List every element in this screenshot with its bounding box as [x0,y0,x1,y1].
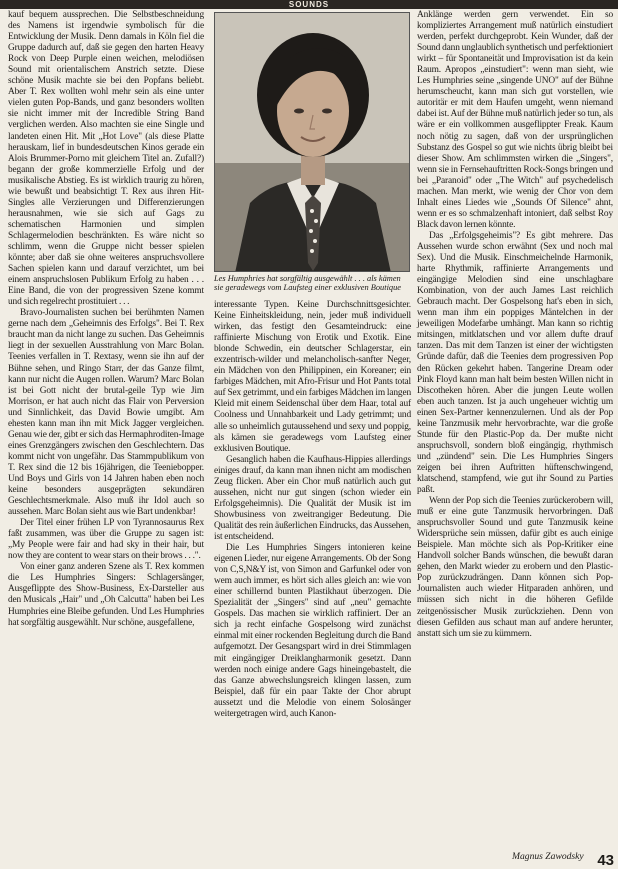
article-paragraph: Bravo-Journalisten suchen bei berühmten Namen gerne nach dem „Geheimnis des Erfolgs". Bei T. Rex braucht man da nicht lange zu suchen. Das Geheimnis liegt in der sexuellen Ausstrahlung von Marc Bolan. Teenies verfallen in T. Rextasy, wenn sie ihn auf der Bühne sehen, und Ringo Starr, der das Ganze filmt, kann nur nicht die Augen rollen. Warum? Marc Bolan ist bei Gott nicht der brutal-geile Typ wie Jim Morrison, er hat auch nicht das Flair von Perversion und Sinnlichkeit, das David Bowie umgibt. Am ehesten kann man ihn mit Mick Jagger vergleichen. Genau wie der, gibt er sich das Hermaphroditen-Image eines Grenzgängers zwischen den Geschlechtern. Das kommt nicht von ungefähr. Das Stammpublikum von T. Rex sind die 12 bis 16jährigen, die Teeniebopper. Und Boys und Girls von 14 Jahren haben eben noch keine besonders ausgeprägten sekundären Geschlechtsmerkmale. Also muß ihr Idol auch so aussehen. Marc Bolan sieht aus wie Bart undenkbar! [8,308,204,518]
article-paragraph: kauf bequem aussprechen. Die Selbstbeschneidung des Namens ist irgendwie symbolisch für die Entwicklung der Musik. Denn damals in Köln fiel die Gruppe dadurch auf, daß sie gegen den harten Heavy Rock von Deep Purple einen weichen, melodiösen Sound mit orientalischem Anstrich setzte. Diese schöne Musik machte sie bei den Popfans beliebt. Aber T. Rex wollten wohl mehr sein als eine unter vielen guten Pop-Bands, und ganz besonders wollten sie nicht immer mit der Incredible String Band verglichen werden. Also machten sie eine Single und landeten einen Hit. Mit „Hot Love" (als diese Platte herauskam, lief in bundesdeutschen Kinos gerade ein Alois Brummer-Porno mit gleichem Titel an. Zufall?) begann der große kommerzielle Erfolg und der musikalische Abstieg. Es ist wirklich traurig zu hören, wie bewußt und beabsichtigt T. Rex aus ihren Hit-Singles alle Verzierungen und Differenzierungen herausnahmen, wie sie sich auf Gags zu schematischen Harmonien und simplen Schlagermelodien beschränkten. Es wäre nicht so schlimm, wenn die Gruppe nicht besser spielen könnte; aber daß sie ohne weiteres anspruchsvollere Sachen spielen kann und darauf verzichtet, um bei einem anspruchslosen Publikum Erfolg zu haben . . . Eine Band, die von der progressiven Szene kommt und sich regelrecht prostituiert . . . [8,10,204,308]
article-paragraph: Anklänge werden gern verwendet. Ein so kompliziertes Arrangement muß natürlich einstudiert werden, perfekt durchgeprobt. Kein Wunder, daß der Sound dann unglaublich synthetisch und perfektioniert wirkt – für Spontaneität und Improvisation ist da kein Raum. Apropos „einstudiert": wenn man sieht, wie Les Humphries seine „singende UNO" auf der Bühne herumscheucht, kann man sich gut vorstellen, wie autoritär er mit dem Haufen umgeht, wenn niemand dabei ist. Auf der Bühne muß natürlich jeder so tun, als wäre er ein vollkommen ausgeflippter Freak. Kaum noch nötig zu sagen, daß von der ursprünglichen Substanz des Gospel so gut wie nichts übrig bleibt bei dieser Show. Am schlimmsten wirken die „Singers", wenn sie in Fernsehauftritten Rock-Songs bringen und bei „Paranoid" oder „The Witch" auf psychedelisch machen. Man merkt, wie wenig der Chor von dem Inhalt eines Liedes wie „Sounds Of Silence" ahnt, wenn er es so schmalzenhaft intoniert, daß selbst Roy Black davon lernen könnte. [417,10,613,230]
band-member-photo [214,12,410,272]
article-paragraph: interessante Typen. Keine Durchschnittsgesichter. Keine Einheitskleidung, nein, jeder muß individuell wirken, das festigt den Gesamteindruck: eine raffinierte Mischung von Erotik und Exotik. Eine blonde Schwedin, ein deutscher Schlagerstar, ein exzentrisch-wilder und melancholisch-sanfter Neger, ein Mädchen von den Philippinen, ein Koreaner; ein farbiges Mädchen, mit Afro-Frisur und Hot Pants total auf Sex getrimmt, und ein farbiges Mädchen im langen Kleid mit einem Seidenschal über dem Haar, total auf Coolness und Unnahbarkeit und Lady getrimmt; und alle so unheimlich gutaussehend und sexy und poppig, als kämen sie geradewegs vom Laufsteg einer exklusiven Boutique. [214,300,411,454]
article-paragraph: Gesanglich haben die Kaufhaus-Hippies allerdings einiges drauf, da kann man ihnen nicht am modischen Zeug flicken. Aber ein Chor muß natürlich auch gut aussehen, nicht nur gut singen (schon wieder ein Erfolgsgeheimnis). Die Qualität der Musik ist im Showbusiness von zweitrangiger Bedeutung. Die Qualität des rein äußerlichen Eindrucks, das Aussehen, ist entscheidend. [214,454,411,542]
article-paragraph: Das „Erfolgsgeheimis"? Es gibt mehrere. Das Aussehen wurde schon erwähnt (Sex und noch mal Sex). Und die Musik. Einschmeichelnde Harmonik, harte Rhythmik, raffinierte Arrangements und eingängige Melodien sind eine unschlagbare Kombination, von der auch James Last reichlich Gebrauch macht. Der Gospelsong hat's eben in sich, wenn man ihm ein poppiges Mäntelchen in der jeweiligen Modefarbe umhängt. Man kann so richtig mitsingen, mitklatschen und vor allem dufte drauf tanzen. Das mit dem Tanzen ist einer der wichtigsten Gründe dafür, daß die Teenies dem progressiven Pop den Rücken gekehrt haben. Tangerine Dream oder Pink Floyd kann man halt beim besten Willen nicht in Discotheken hören. Aber die jungen Leute wollen eben auch tanzen. Ist ja auch ungeheuer wichtig um einen Sex-Partner kennenzulernen. Und als der Pop keine Tanzmusik mehr hervorbrachte, war die große Stunde für den Plastic-Pop da. Der mußte nicht anspruchsvoll, sondern bloß eingängig, rhythmisch und „zündend" sein. Die Les Humphries Singers zeigen bei ihren Auftritten hüftenschwingend, klatschend, stampfend, wie gut ihr Sound zu Parties paßt. [417,230,613,496]
article-paragraph: Der Titel einer frühen LP von Tyrannosaurus Rex faßt zusammen, was über die Gruppe zu sagen ist: „My People were fair and had sky in their hair, but now they are content to wear stars on their brows . . .". [8,518,204,562]
page-number: 43 [597,852,614,869]
article-column-3 [417,10,613,862]
photo-caption: Les Humphries hat sorgfältig ausgewählt . . . als kämen sie geradewegs vom Laufsteg einer exklusiven Boutique [214,274,401,293]
article-paragraph: Von einer ganz anderen Szene als T. Rex kommen die Les Humphries Singers: Schlagersänger, Ausgeflippte des Show-Business, Ex-Darsteller aus den Musicals „Hair" und „Oh Calcutta" haben bei Les Humphries eine Bleibe gefunden. Und Les Humphries hat sorgfältig ausgewählt. Nur schöne, ausgefallene, [8,562,204,628]
magazine-header: SOUNDS [0,0,618,9]
article-paragraph: Die Les Humphries Singers intonieren keine eigenen Lieder, nur eigene Arrangements. Ob der Song von C,S,N&Y ist, von Simon and Garfunkel oder von wem auch immer, es hört sich alles gleich an: wie von einer schillernd bunten Plastikhaut überzogen. Die Spezialität der „Singers" sind auf „neu" gemachte Gospels. Das machen sie wirklich raffiniert. Der an sich ja recht einfache Gospelsong wird zunächst einmal mit einer rockenden Begleitung durch die Band aufgemotzt. Der Gesangspart wird in drei Stimmlagen mit eingängiger Dreiklangharmonik gesetzt. Dann werden noch einige andere Gags hineingebastelt, die das Ganze abwechslungsreich klingen lassen, zum Beispiel, daß für ein paar Takte der Chor abrupt aussetzt und die Melodie von einem Solosänger weitergetragen wird, auch Kanon- [214,543,411,719]
article-paragraph: Wenn der Pop sich die Teenies zurückerobern will, muß er eine gute Tanzmusik hervorbringen. Daß anspruchsvoller Sound und gute Tanzmusik keine Widersprüche sein müssen, dafür gibt es auch einige Beispiele. Man möchte sich als Pop-Kritiker eine Handvoll solcher Bands wünschen, die bewußt daran gehen, den Markt wieder zu erobern und den Plastic-Pop zurückzudrängen. Dann können sich Pop-Journalisten auch wieder Hitparaden anhören, und müssen sich nicht in die höheren Gefilde zeitgenössischer Musik zurückziehen. Denn von diesen Gefilden aus schaut man auf andere herunter, anstatt sich um sie zu kümmern. [417,496,613,639]
article-column-2 [214,300,411,855]
portrait-image [215,13,410,272]
author-signature: Magnus Zawodsky [512,851,584,862]
article-column-1 [8,10,204,862]
